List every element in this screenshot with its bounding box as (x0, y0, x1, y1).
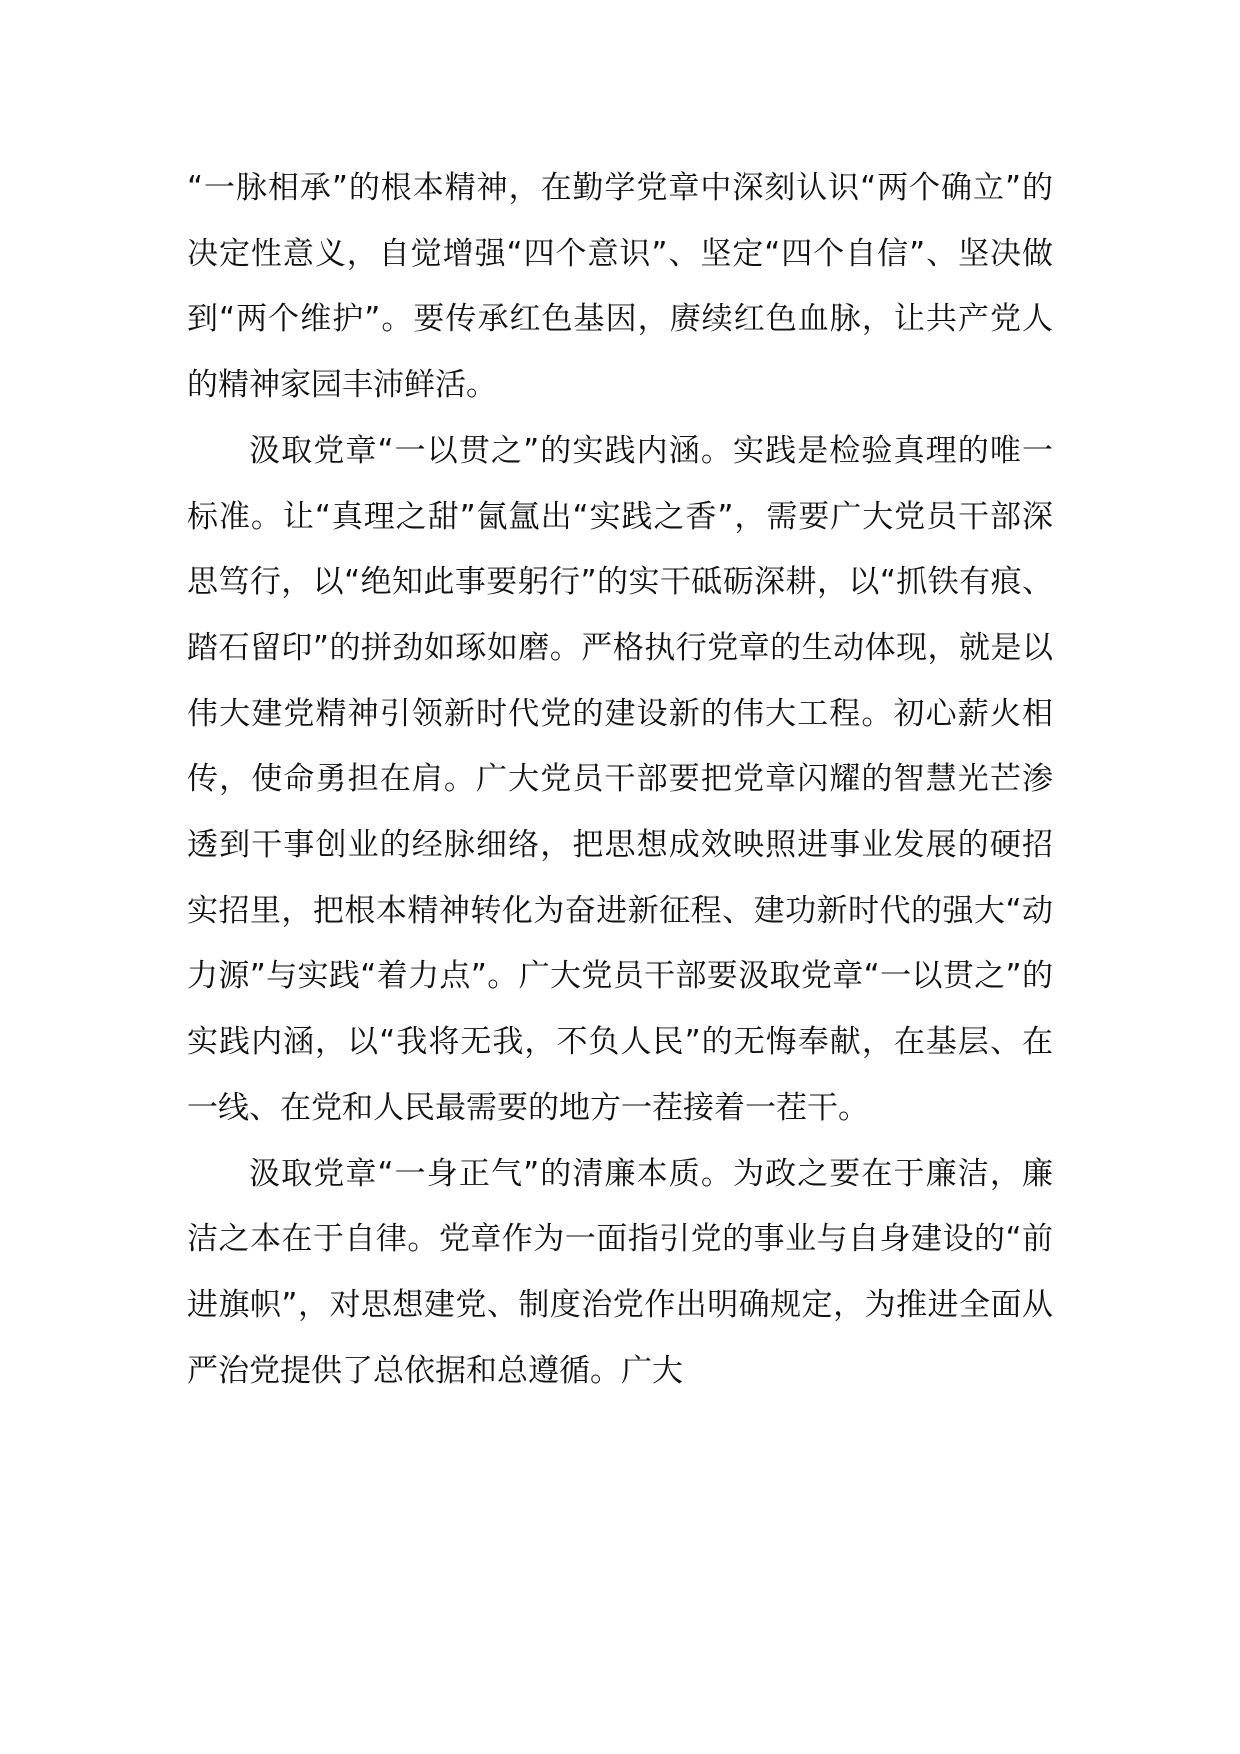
paragraph-1: “一脉相承”的根本精神，在勤学党章中深刻认识“两个确立”的决定性意义，自觉增强“四个意识”、坚定“四个自信”、坚决做到“两个维护”。要传承红色基因，赓续红色血脉，让共产党人的精神家园丰沛鲜活。 (187, 170, 1053, 404)
body-text (187, 156, 1053, 1404)
paragraph-2: 汲取党章“一以贯之”的实践内涵。实践是检验真理的唯一标准。让“真理之甜”氤氲出“实践之香”，需要广大党员干部深思笃行，以“绝知此事要躬行”的实干砥砺深耕，以“抓铁有痕、踏石留印”的拼劲如琢如磨。严格执行党章的生动体现，就是以伟大建党精神引领新时代党的建设新的伟大工程。初心薪火相传，使命勇担在肩。广大党员干部要把党章闪耀的智慧光芒渗透到干事创业的经脉细络，把思想成效映照进事业发展的硬招实招里，把根本精神转化为奋进新征程、建功新时代的强大“动力源”与实践“着力点”。广大党员干部要汲取党章“一以贯之”的实践内涵，以“我将无我，不负人民”的无悔奉献，在基层、在一线、在党和人民最需要的地方一茬接着一茬干。 (187, 432, 1053, 1126)
paragraph-3: 汲取党章“一身正气”的清廉本质。为政之要在于廉洁，廉洁之本在于自律。党章作为一面指引党的事业与自身建设的“前进旗帜”，对思想建党、制度治党作出明确规定，为推进全面从严治党提供了总依据和总遵循。广大 (187, 1155, 1053, 1389)
